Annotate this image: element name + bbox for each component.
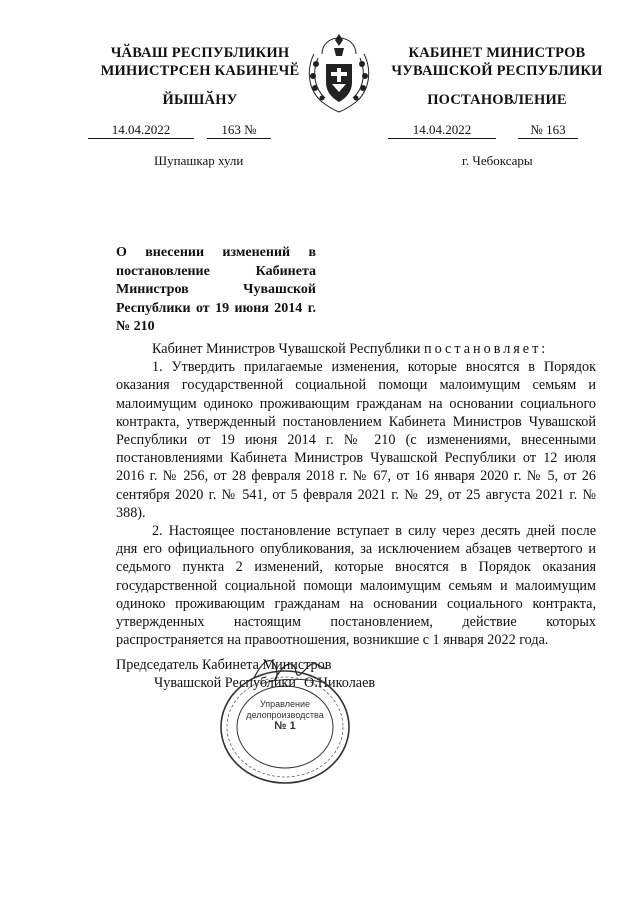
signature-line2: Чувашской Республики [154,675,296,691]
header-left-line1: ЧӐВАШ РЕСПУБЛИКИН [110,45,290,61]
header-right-line2: ЧУВАШСКОЙ РЕСПУБЛИКИ [391,63,603,79]
header-left-line2: МИНИСТРСЕН КАБИНЕЧӖ [100,63,300,79]
header-left-org [95,44,305,80]
stamp-line2: делопроизводства [246,710,324,720]
left-number: 163 № [207,122,271,139]
document-body [116,340,596,649]
left-city: Шупашкар хули [154,153,244,168]
header-right-doc-type: ПОСТАНОВЛЕНИЕ [427,92,567,108]
paragraph-2: 2. Настоящее постановление вступает в силу через десять дней после дня его официального опубликования, за исключением абзацев четвертого и седьмого пункта 2 изменений, которые вносятся в Порядок оказания государственной социальной помощи малоимущим семьям и малоимущим одиноко проживающим гражданам на основании социального контракта, утвержденных настоящим постановлением, действие которых распространяется на правоотношения, возникшие с 1 января 2022 года. [116,523,596,649]
right-date: 14.04.2022 [388,122,496,139]
header-left-doc-type: ЙЫШӐНУ [162,92,238,108]
paragraph-1: 1. Утвердить прилагаемые изменения, которые вносятся в Порядок оказания государственной социальной помощи малоимущим семьям и малоимущим одиноко проживающим гражданам на основании социального контракта, утвержденный постановлением Кабинета Министров Чувашской Республики от 19 июня 2014 г. № 210 (с изменениями, внесенными постановлениями Кабинета Министров Чувашской Республики от 12 июля 2016 г. № 256, от 28 февраля 2018 г. № 67, от 16 января 2020 г. № 5, от 26 сентября 2020 г. № 541, от 5 февраля 2021 г. № 29, от 25 августа 2021 г. № 388). [116,359,596,521]
signature-name: О.Николаев [304,675,376,691]
document-subject: О внесении изменений в постановление Кабинета Министров Чувашской Республики от 19 июня 2014 г. № 210 [116,245,316,334]
stamp-text [218,699,352,732]
left-date: 14.04.2022 [88,122,194,139]
stamp [218,668,352,786]
intro-line [116,340,596,358]
header-right-org [372,44,622,80]
right-city: г. Чебоксары [462,153,533,168]
intro-prefix: Кабинет Министров Чувашской Республики [152,341,421,357]
emblem-icon [300,24,378,114]
right-number: № 163 [518,122,578,139]
intro-verb: постановляет: [424,341,549,357]
stamp-line1: Управление [259,699,311,709]
stamp-line3: № 1 [274,720,296,732]
signature-line1: Председатель Кабинета Министров [116,657,332,673]
header-right-line1: КАБИНЕТ МИНИСТРОВ [408,45,586,61]
